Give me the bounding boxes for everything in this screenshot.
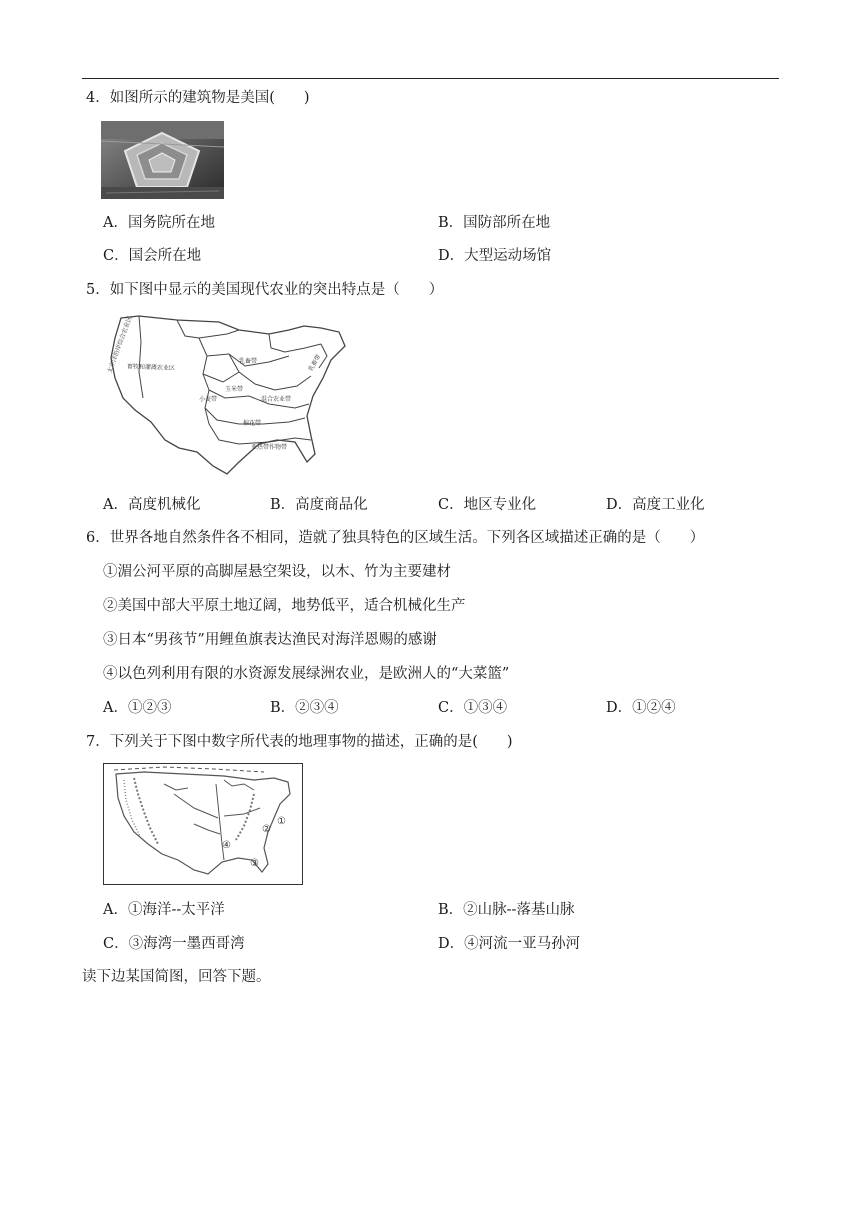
map-marker-2: ② <box>262 824 271 835</box>
q7-option-a[interactable]: A．①海洋--太平洋 <box>103 902 225 918</box>
us-agriculture-map <box>99 312 351 482</box>
reading-intro: 读下边某国简图，回答下题。 <box>82 969 271 985</box>
q6-statement-1: ①湄公河平原的高脚屋悬空架设，以木、竹为主要建材 <box>103 564 451 580</box>
map-label-dairy: 乳畜带 <box>239 358 258 365</box>
q6-statement-4: ④以色列利用有限的水资源发展绿洲农业，是欧洲人的“大菜篮” <box>103 666 510 682</box>
q6-statement-3: ③日本“男孩节”用鲤鱼旗表达渔民对海洋恩赐的感谢 <box>103 632 437 648</box>
q6-statement-2: ②美国中部大平原土地辽阔，地势低平，适合机械化生产 <box>103 598 466 614</box>
q5-stem: 5．如下图中显示的美国现代农业的突出特点是（ ） <box>86 282 444 298</box>
map-label-wheat: 小麦带 <box>199 396 218 403</box>
q4-option-a[interactable]: A．国务院所在地 <box>103 215 215 231</box>
q6-option-c[interactable]: C．①③④ <box>438 700 508 716</box>
q5-option-b[interactable]: B．高度商品化 <box>270 497 368 513</box>
q7-option-c[interactable]: C．③海湾一墨西哥湾 <box>103 936 245 952</box>
us-physical-map <box>103 763 303 885</box>
map-marker-4: ④ <box>222 840 231 851</box>
q6-option-a[interactable]: A．①②③ <box>103 700 172 716</box>
map-label-subtropical: 亚热带作物带 <box>251 444 288 451</box>
map-marker-1: ① <box>277 816 286 827</box>
map-marker-3: ③ <box>250 858 259 869</box>
q4-option-c[interactable]: C．国会所在地 <box>103 248 202 264</box>
q7-option-d[interactable]: D．④河流一亚马孙河 <box>438 936 581 952</box>
map-label-cotton: 棉花带 <box>243 420 262 427</box>
map-label-pacific: 太平洋沿岸综合农业区 <box>106 315 134 375</box>
q5-option-a[interactable]: A．高度机械化 <box>103 497 201 513</box>
q6-option-b[interactable]: B．②③④ <box>270 700 339 716</box>
q4-option-d[interactable]: D．大型运动场馆 <box>438 248 552 264</box>
map-label-grazing: 畜牧和灌溉农业区 <box>126 363 176 372</box>
q7-option-b[interactable]: B．②山脉--落基山脉 <box>438 902 575 918</box>
q6-option-d[interactable]: D．①②④ <box>606 700 676 716</box>
map-label-dairy-east: 乳畜带 <box>307 353 323 373</box>
q4-option-b[interactable]: B．国防部所在地 <box>438 215 551 231</box>
pentagon-photo <box>101 121 224 199</box>
q5-option-d[interactable]: D．高度工业化 <box>606 497 705 513</box>
map-label-corn: 玉米带 <box>225 386 244 393</box>
q6-stem: 6．世界各地自然条件各不相同，造就了独具特色的区域生活。下列各区域描述正确的是（ ） <box>86 530 705 546</box>
q4-stem: 4．如图所示的建筑物是美国( ) <box>86 90 310 106</box>
map-label-mixed: 混合农业带 <box>261 396 292 403</box>
q7-stem: 7．下列关于下图中数字所代表的地理事物的描述，正确的是( ) <box>86 734 513 750</box>
q5-option-c[interactable]: C．地区专业化 <box>438 497 537 513</box>
header-rule <box>82 78 779 79</box>
